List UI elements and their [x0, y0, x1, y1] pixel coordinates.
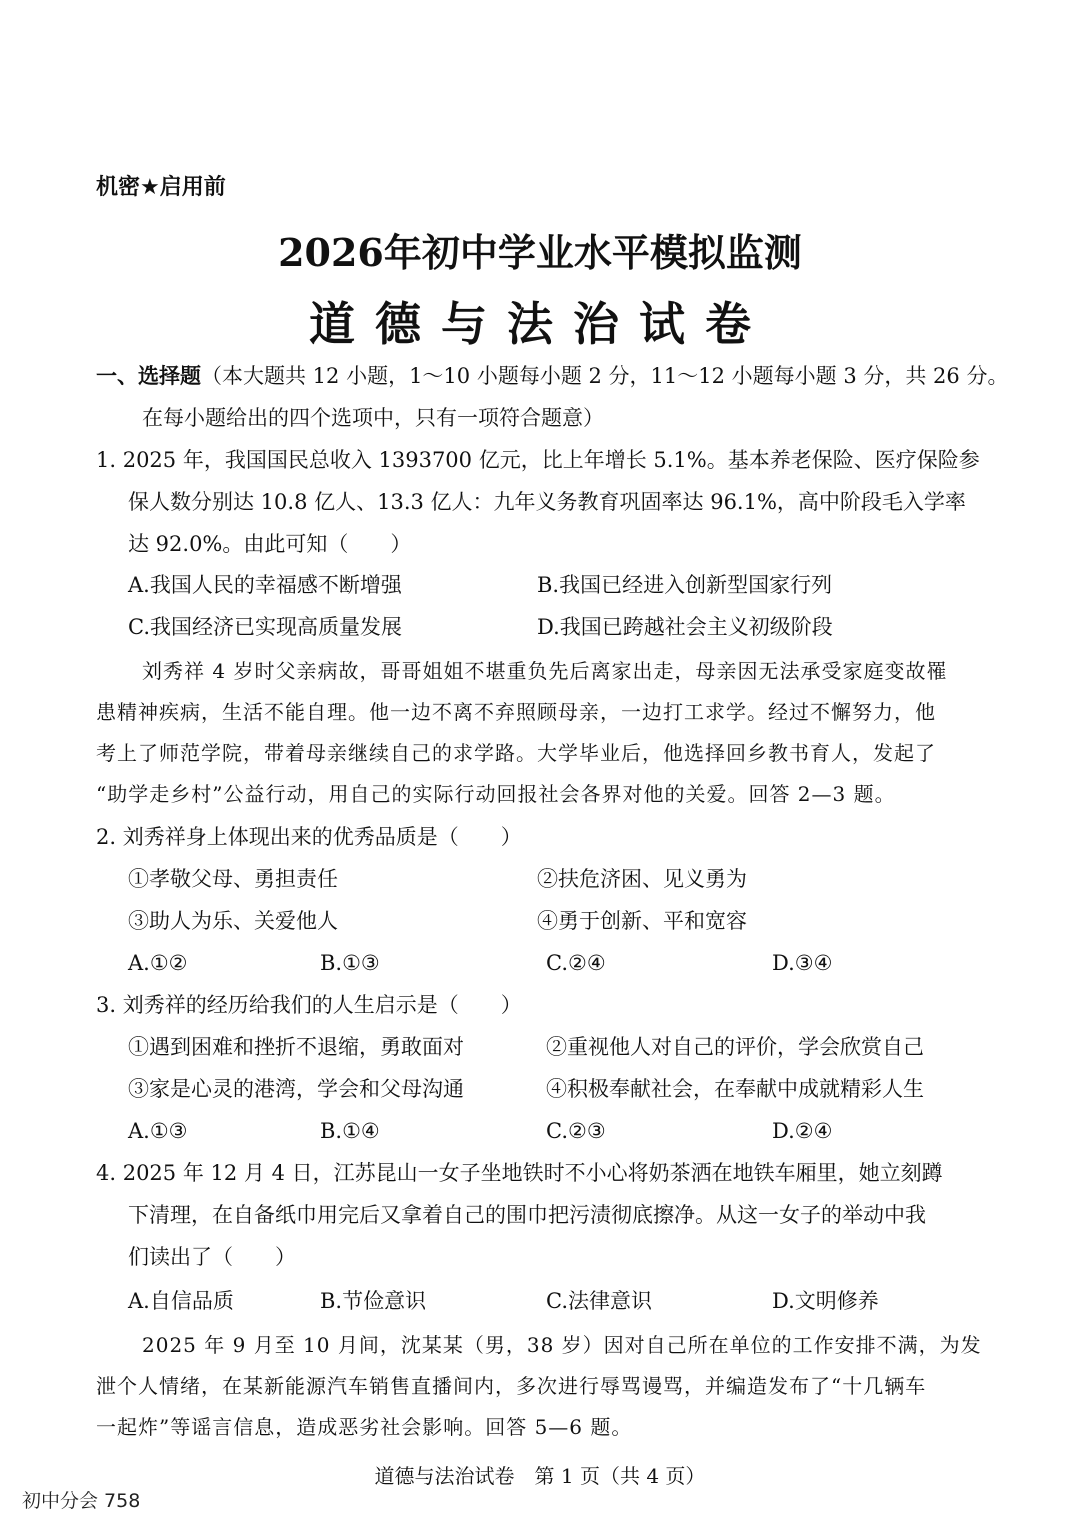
- material-1-line4: “助学走乡村”公益行动，用自己的实际行动回报社会各界对他的关爱。回答 2—3 题。: [96, 782, 896, 806]
- question-2-statement-1: ①孝敬父母、勇担责任: [128, 867, 338, 891]
- section-instruction: （本大题共 12 小题，1～10 小题每小题 2 分，11～12 小题每小题 3 分，共 26 分。: [201, 364, 1009, 388]
- question-4-option-c: C.法律意识: [546, 1289, 652, 1313]
- question-3-option-b: B.①④: [320, 1119, 380, 1143]
- question-2-statement-3: ③助人为乐、关爱他人: [128, 909, 338, 933]
- material-2-line1: 2025 年 9 月至 10 月间，沈某某（男，38 岁）因对自己所在单位的工作安排不满，为发: [142, 1333, 982, 1357]
- material-1-line2: 患精神疾病，生活不能自理。他一边不离不弃照顾母亲，一边打工求学。经过不懈努力，他: [96, 700, 936, 724]
- question-4-option-d: D.文明修养: [772, 1289, 879, 1313]
- section-label: 一、选择题: [96, 364, 201, 388]
- exam-subject-title: 道德与法治试卷: [309, 297, 771, 351]
- section-instruction-line2: 在每小题给出的四个选项中，只有一项符合题意）: [142, 406, 604, 430]
- exam-title: 2026年初中学业水平模拟监测: [278, 230, 802, 275]
- question-3-option-d: D.②④: [772, 1119, 833, 1143]
- material-1-line1: 刘秀祥 4 岁时父亲病故，哥哥姐姐不堪重负先后离家出走，母亲因无法承受家庭变故罹: [142, 659, 948, 683]
- question-3-statement-1: ①遇到困难和挫折不退缩，勇敢面对: [128, 1035, 464, 1059]
- question-2-option-b: B.①③: [320, 951, 380, 975]
- question-1-option-d: D.我国已跨越社会主义初级阶段: [537, 615, 833, 639]
- question-3-statement-2: ②重视他人对自己的评价，学会欣赏自己: [546, 1035, 924, 1059]
- question-4-line3: 们读出了（ ）: [128, 1245, 296, 1269]
- question-4-line2: 下清理，在自备纸巾用完后又拿着自己的围巾把污渍彻底擦净。从这一女子的举动中我: [128, 1203, 926, 1227]
- question-2-stem: 2. 刘秀祥身上体现出来的优秀品质是（ ）: [96, 825, 522, 849]
- question-2-statement-4: ④勇于创新、平和宽容: [537, 909, 747, 933]
- confidential-label: 机密★启用前: [96, 175, 226, 200]
- material-1-line3: 考上了师范学院，带着母亲继续自己的求学路。大学毕业后，他选择回乡教书育人，发起了: [96, 741, 936, 765]
- question-3-option-a: A.①③: [128, 1119, 188, 1143]
- question-2-statement-2: ②扶危济困、见义勇为: [537, 867, 747, 891]
- question-1-line3: 达 92.0%。由此可知（ ）: [128, 532, 412, 556]
- question-1-line1: 1. 2025 年，我国国民总收入 1393700 亿元，比上年增长 5.1%。基本养老保险、医疗保险参: [96, 448, 980, 472]
- question-3-statement-4: ④积极奉献社会，在奉献中成就精彩人生: [546, 1077, 924, 1101]
- question-4-option-b: B.节俭意识: [320, 1289, 427, 1313]
- page-footer: 道德与法治试卷 第 1 页（共 4 页）: [374, 1464, 706, 1488]
- question-3-stem: 3. 刘秀祥的经历给我们的人生启示是（ ）: [96, 993, 522, 1017]
- question-4-line1: 4. 2025 年 12 月 4 日，江苏昆山一女子坐地铁时不小心将奶茶洒在地铁车厢里，她立刻蹲: [96, 1161, 943, 1185]
- question-2-option-d: D.③④: [772, 951, 833, 975]
- question-1-option-b: B.我国已经进入创新型国家行列: [537, 573, 833, 597]
- material-2-line2: 泄个人情绪，在某新能源汽车销售直播间内，多次进行辱骂谩骂，并编造发布了“十几辆车: [96, 1374, 927, 1398]
- question-3-statement-3: ③家是心灵的港湾，学会和父母沟通: [128, 1077, 464, 1101]
- question-1-line2: 保人数分别达 10.8 亿人、13.3 亿人：九年义务教育巩固率达 96.1%，高中阶段毛入学率: [128, 490, 966, 514]
- question-1-option-a: A.我国人民的幸福感不断增强: [128, 573, 402, 597]
- question-4-option-a: A.自信品质: [128, 1289, 234, 1313]
- section-heading: [96, 355, 1008, 397]
- question-2-option-c: C.②④: [546, 951, 606, 975]
- watermark-text: 初中分会 758: [22, 1490, 141, 1512]
- question-2-option-a: A.①②: [128, 951, 188, 975]
- question-1-option-c: C.我国经济已实现高质量发展: [128, 615, 402, 639]
- question-3-option-c: C.②③: [546, 1119, 606, 1143]
- material-2-line3: 一起炸”等谣言信息，造成恶劣社会影响。回答 5—6 题。: [96, 1415, 633, 1439]
